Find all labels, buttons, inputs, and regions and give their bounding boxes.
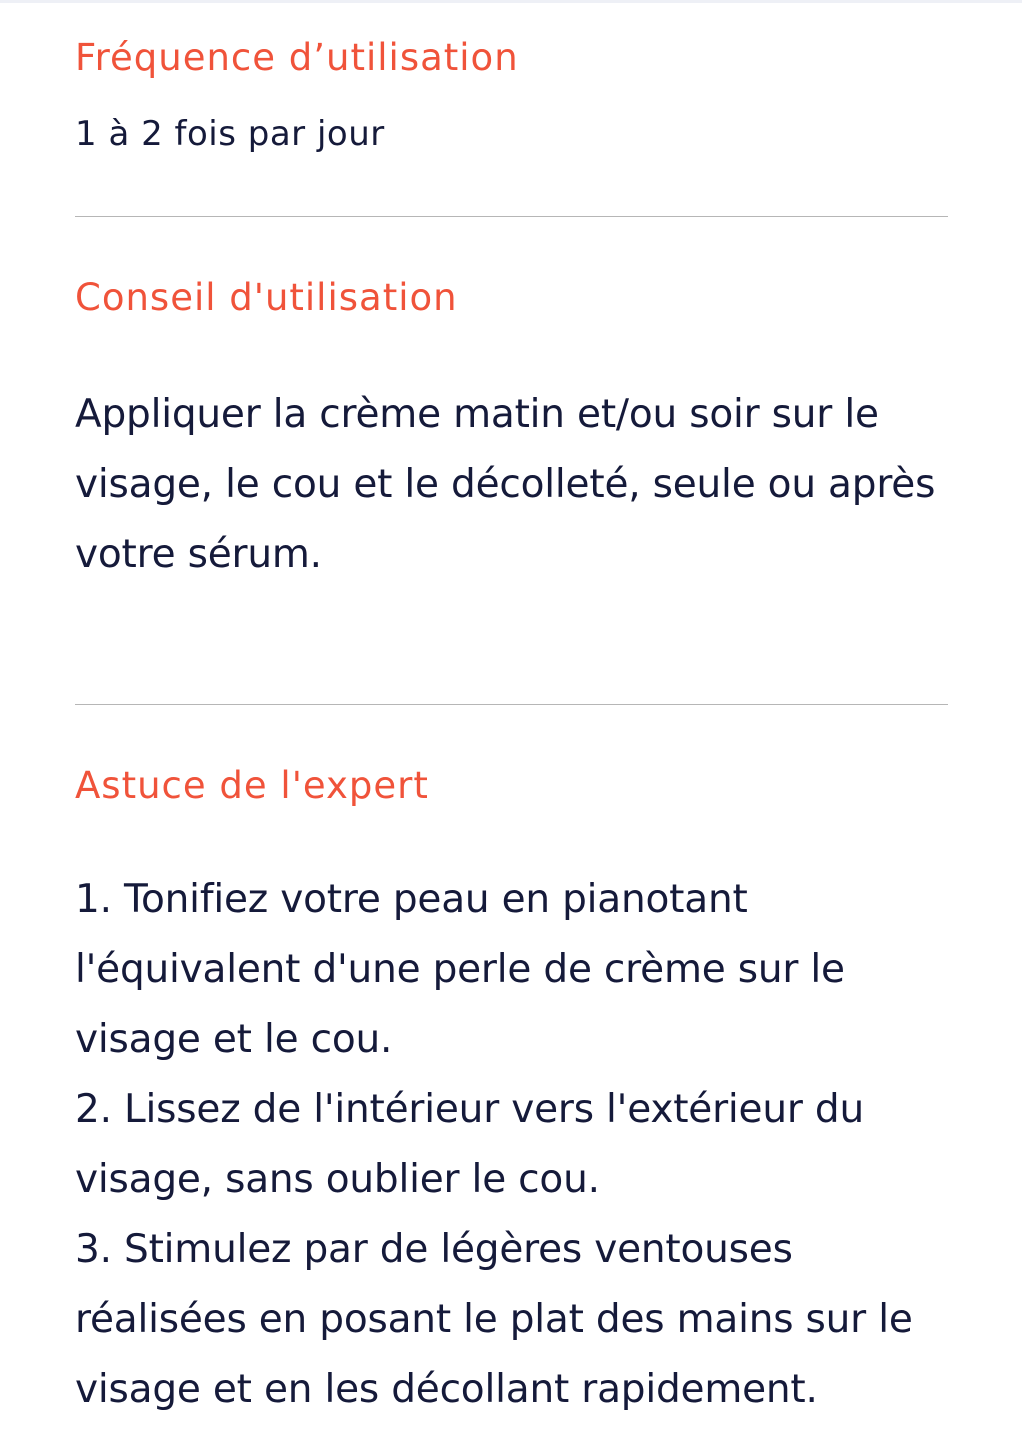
section-divider [75,704,948,705]
top-edge-strip [0,0,1022,3]
frequency-value: 1 à 2 fois par jour [75,114,385,154]
advice-line: visage, le cou et le décolleté, seule ou après [75,462,936,507]
expert-tip-line: visage et en les décollant rapidement. [75,1367,818,1412]
section-divider [75,216,948,217]
expert-tip-heading: Astuce de l'expert [75,764,429,807]
expert-tip-line: réalisées en posant le plat des mains sur le [75,1297,913,1342]
expert-tip-line: l'équivalent d'une perle de crème sur le [75,947,845,992]
advice-line: votre sérum. [75,532,322,577]
expert-tip-line: 2. Lissez de l'intérieur vers l'extérieur du [75,1087,864,1132]
expert-tip-text [75,865,948,1425]
frequency-heading: Fréquence d’utilisation [75,36,519,79]
expert-tip-line: 1. Tonifiez votre peau en pianotant [75,877,748,922]
advice-text [75,380,948,590]
advice-heading: Conseil d'utilisation [75,276,458,319]
expert-tip-line: visage, sans oublier le cou. [75,1157,600,1202]
expert-tip-line: visage et le cou. [75,1017,393,1062]
advice-line: Appliquer la crème matin et/ou soir sur le [75,392,879,437]
expert-tip-line: 3. Stimulez par de légères ventouses [75,1227,793,1272]
